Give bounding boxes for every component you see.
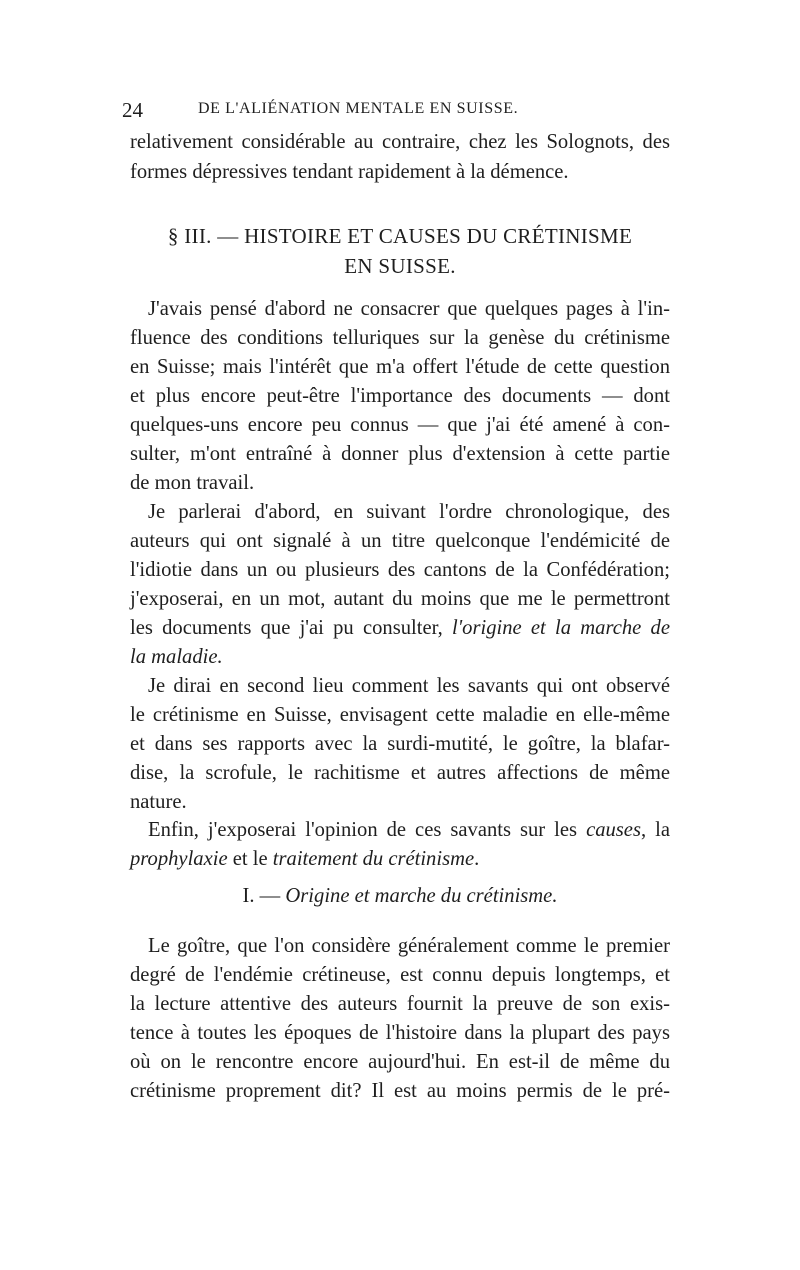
italic-segment: l'origine et la marche de (452, 617, 670, 639)
italic-segment: traitement du crétinisme (272, 848, 475, 870)
text-line: Je dirai en second lieu comment les savants qui ont observé (148, 675, 670, 697)
text-segment: Enfin, j'exposerai l'opinion de ces savants sur les (148, 819, 587, 841)
text-line: relativement considérable au contraire, chez les Solognots, des (130, 131, 670, 153)
text-line: et dans ses rapports avec la surdi-mutité, le goître, la blafar- (130, 733, 670, 755)
text-line: le crétinisme en Suisse, envisagent cette maladie en elle-même (130, 704, 670, 726)
text-line: Je parlerai d'abord, en suivant l'ordre chronologique, des (148, 501, 670, 523)
text-line: dise, la scrofule, le rachitisme et autres affections de même (130, 762, 670, 784)
subsection-heading: Origine et marche du crétinisme. (285, 885, 558, 907)
text-line: l'idiotie dans un ou plusieurs des cantons de la Confédération; (130, 559, 670, 581)
section-title-line-2: EN SUISSE. (344, 254, 456, 278)
text-segment: . (474, 848, 480, 870)
text-line: auteurs qui ont signalé à un titre quelconque l'endémicité de (130, 530, 670, 552)
italic-segment: la maladie. (130, 646, 223, 668)
text-line: crétinisme proprement dit? Il est au moins permis de le pré- (130, 1080, 670, 1102)
running-title: DE L'ALIÉNATION MENTALE EN SUISSE. (198, 100, 519, 117)
section-title-line-1: § III. — HISTOIRE ET CAUSES DU CRÉTINISME (167, 224, 633, 248)
text-line (130, 845, 670, 873)
text-line: en Suisse; mais l'intérêt que m'a offert l'étude de cette question (130, 356, 670, 378)
text-line: tence à toutes les époques de l'histoire dans la plupart des pays (130, 1022, 670, 1044)
subsection-number: I. — (242, 885, 286, 907)
text-line: et plus encore peut-être l'importance des documents — dont (130, 385, 670, 407)
text-line (148, 816, 670, 844)
text-line: J'avais pensé d'abord ne consacrer que quelques pages à l'in- (148, 298, 670, 320)
text-line: quelques-uns encore peu connus — que j'ai été amené à con- (130, 414, 670, 436)
text-segment: , la (640, 819, 670, 841)
text-line: Le goître, que l'on considère généralement comme le premier (148, 935, 670, 957)
text-line: fluence des conditions telluriques sur la genèse du crétinisme (130, 327, 670, 349)
italic-segment: causes (586, 819, 641, 841)
text-line: nature. (130, 791, 187, 813)
text-segment: et le (227, 848, 273, 870)
text-line (130, 614, 670, 642)
subsection-title (130, 885, 670, 908)
text-line: j'exposerai, en un mot, autant du moins que me le permettront (130, 588, 670, 610)
text-line: la lecture attentive des auteurs fournit la preuve de son exis- (130, 993, 670, 1015)
text-line: degré de l'endémie crétineuse, est connu depuis longtemps, et (130, 964, 670, 986)
page-header (122, 98, 570, 122)
text-line (130, 643, 670, 671)
text-line: sulter, m'ont entraîné à donner plus d'extension à cette partie (130, 443, 670, 465)
page-number: 24 (122, 98, 143, 122)
text-line: formes dépressives tendant rapidement à la démence. (130, 161, 569, 183)
italic-segment: prophylaxie (130, 848, 228, 870)
text-line: de mon travail. (130, 472, 255, 494)
text-segment: les documents que j'ai pu consulter, (130, 617, 453, 639)
text-line: où on le rencontre encore aujourd'hui. En est-il de même du (130, 1051, 670, 1073)
